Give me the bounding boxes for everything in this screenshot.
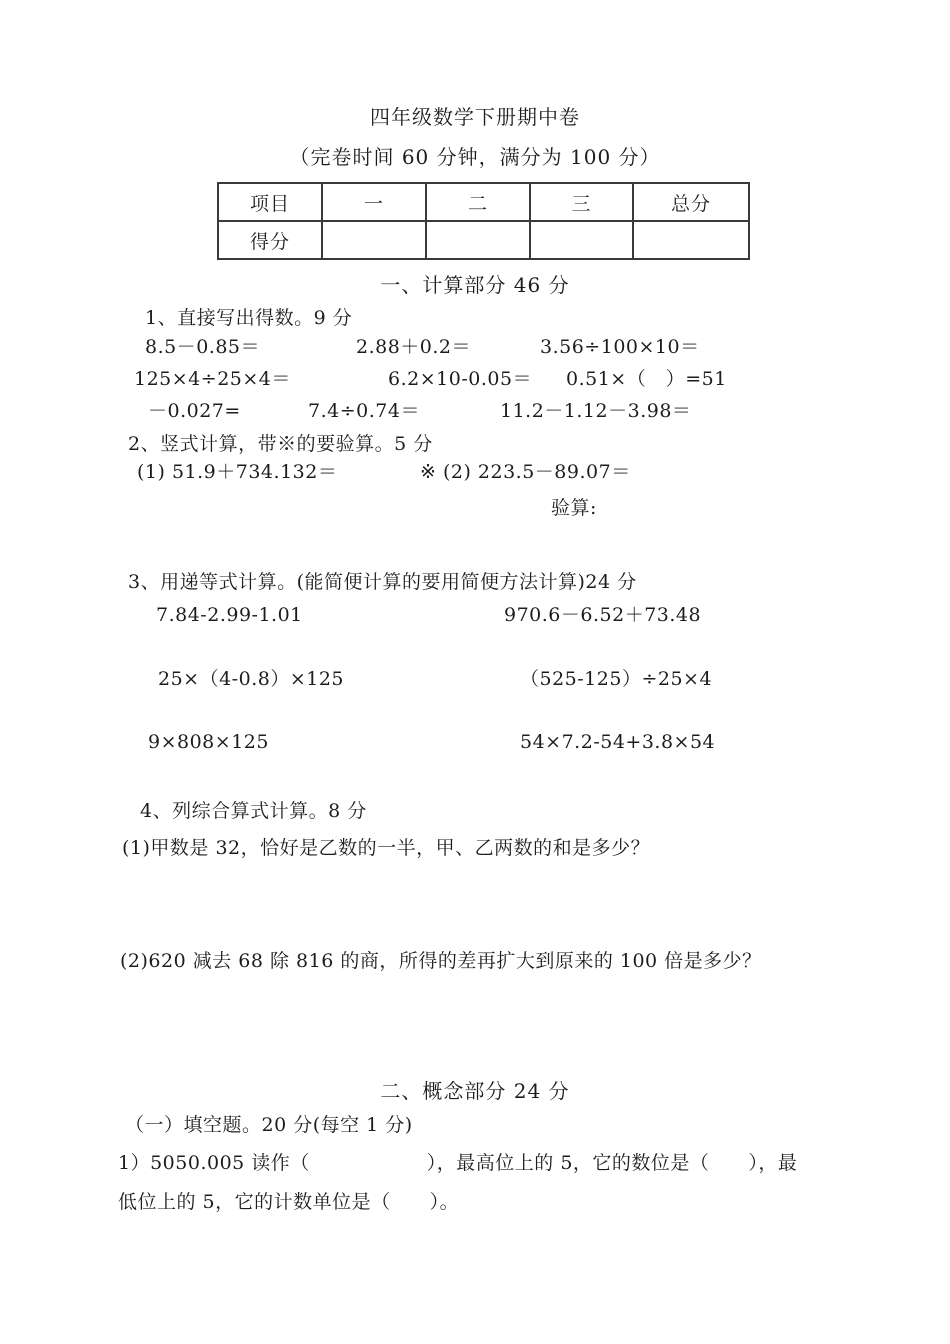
q3-problem: （525-125）÷25×4 [520,668,713,690]
q1-problem: －0.027= [148,400,241,422]
score-table-header-item: 项目 [218,183,322,221]
q1-problem: 8.5－0.85＝ [145,336,261,358]
q2-check-label: 验算: [551,497,597,519]
score-cell-total [633,221,749,259]
q1-problem: 6.2×10-0.05＝ [388,368,533,390]
score-table-header-two: 二 [426,183,530,221]
score-table-score-row [218,221,749,259]
q4-problem-2: (2)620 减去 68 除 816 的商，所得的差再扩大到原来的 100 倍是多少？ [120,950,762,972]
q4-problem-1: (1)甲数是 32，恰好是乙数的一半，甲、乙两数的和是多少？ [122,837,651,859]
section1-heading: 一、计算部分 46 分 [380,273,570,297]
q1-problem: 3.56÷100×10＝ [540,336,700,358]
fill-in-q1-line1: 1）5050.005 读作（ ），最高位上的 5，它的数位是（ ），最 [118,1152,798,1174]
q1-label: 1、直接写出得数。9 分 [145,307,353,329]
q1-problem: 2.88＋0.2＝ [356,336,472,358]
q2-problem-1: (1) 51.9＋734.132＝ [137,461,338,483]
fill-in-q1-line2: 低位上的 5，它的计数单位是（ ）。 [118,1191,460,1213]
score-cell-two [426,221,530,259]
doc-subtitle: （完卷时间 60 分钟，满分为 100 分） [289,145,661,169]
score-table-header-one: 一 [322,183,426,221]
q1-problem: 7.4÷0.74＝ [308,400,420,422]
q1-problem: 125×4÷25×4＝ [134,368,291,390]
score-cell-three [530,221,633,259]
score-cell-one [322,221,426,259]
q3-label: 3、用递等式计算。(能简便计算的要用简便方法计算)24 分 [128,571,637,593]
q3-problem: 9×808×125 [148,731,269,753]
score-table-header-three: 三 [530,183,633,221]
doc-title: 四年级数学下册期中卷 [370,105,580,129]
q3-problem: 970.6－6.52＋73.48 [504,604,702,626]
score-table-header-row [218,183,749,221]
q1-problem: 11.2－1.12－3.98＝ [500,400,692,422]
q2-problem-2: ※ (2) 223.5－89.07＝ [420,461,631,483]
q3-problem: 54×7.2-54+3.8×54 [520,731,716,753]
q3-problem: 7.84-2.99-1.01 [156,604,303,626]
fill-in-label: （一）填空题。20 分(每空 1 分) [125,1114,413,1136]
section2-heading: 二、概念部分 24 分 [380,1079,570,1103]
score-table-header-total: 总分 [633,183,749,221]
q2-label: 2、竖式计算，带※的要验算。5 分 [128,433,433,455]
q1-problem: 0.51×（ ）=51 [566,368,727,390]
score-table-row-label: 得分 [218,221,322,259]
score-table [217,182,750,260]
q4-label: 4、列综合算式计算。8 分 [140,800,367,822]
q3-problem: 25×（4-0.8）×125 [158,668,345,690]
